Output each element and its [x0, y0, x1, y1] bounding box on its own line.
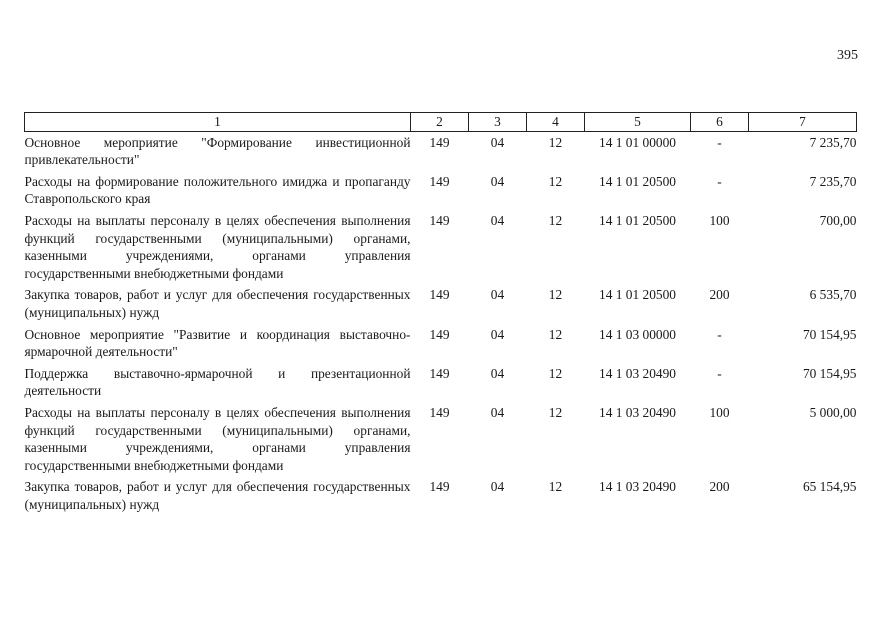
row-code-expense-type: 200: [709, 479, 730, 495]
row-amount: 700,00: [819, 212, 857, 228]
row-code-target: 14 1 03 20490: [599, 404, 676, 420]
row-code-section: 04: [490, 479, 505, 495]
header-col-2: 2: [411, 113, 469, 132]
row-code-expense-type: 200: [709, 287, 730, 303]
table-row: [25, 171, 857, 210]
row-code-section: 04: [490, 134, 505, 150]
row-code-section: 04: [490, 287, 505, 303]
row-code-administrator: 149: [429, 404, 450, 420]
row-description: Поддержка выставочно-ярмарочной и презентационной деятельности: [24, 365, 411, 399]
row-code-target: 14 1 03 20490: [599, 479, 676, 495]
row-code-administrator: 149: [429, 326, 450, 342]
row-description: Основное мероприятие "Формирование инвестиционной привлекательности": [24, 134, 411, 168]
row-code-expense-type: -: [717, 173, 722, 189]
table-row: [25, 476, 857, 515]
row-code-subsection: 12: [548, 479, 563, 495]
table-row: [25, 131, 857, 171]
budget-table: [24, 112, 857, 515]
row-description: Расходы на формирование положительного имиджа и пропаганду Ставропольского края: [24, 173, 411, 207]
row-code-expense-type: 100: [709, 404, 730, 420]
row-amount: 70 154,95: [802, 365, 857, 381]
header-col-3: 3: [469, 113, 527, 132]
row-code-target: 14 1 03 20490: [599, 365, 676, 381]
row-code-subsection: 12: [548, 212, 563, 228]
row-code-subsection: 12: [548, 326, 563, 342]
row-code-section: 04: [490, 173, 505, 189]
row-code-expense-type: -: [717, 134, 722, 150]
row-amount: 7 235,70: [809, 134, 857, 150]
row-code-expense-type: -: [717, 326, 722, 342]
row-code-section: 04: [490, 326, 505, 342]
table-row: [25, 210, 857, 284]
table-row: [25, 324, 857, 363]
row-code-subsection: 12: [548, 365, 563, 381]
row-amount: 6 535,70: [809, 287, 857, 303]
row-code-target: 14 1 01 20500: [599, 287, 676, 303]
row-code-expense-type: 100: [709, 212, 730, 228]
row-code-administrator: 149: [429, 365, 450, 381]
header-col-6: 6: [691, 113, 749, 132]
row-code-subsection: 12: [548, 404, 563, 420]
row-amount: 65 154,95: [802, 479, 857, 495]
row-description: Закупка товаров, работ и услуг для обеспечения государственных (муниципальных) нужд: [24, 287, 411, 320]
row-description: Расходы на выплаты персоналу в целях обеспечения выполнения функций государственными (муниципальными) органами, казенными учреждениями, органами управления государственными внебюджетными фондами: [24, 212, 411, 281]
row-code-target: 14 1 01 00000: [599, 134, 676, 150]
row-code-section: 04: [490, 212, 505, 228]
row-code-section: 04: [490, 404, 505, 420]
row-amount: 70 154,95: [802, 326, 857, 342]
table-row: [25, 402, 857, 476]
row-code-section: 04: [490, 365, 505, 381]
row-description: Закупка товаров, работ и услуг для обеспечения государственных (муниципальных) нужд: [24, 479, 411, 512]
row-code-subsection: 12: [548, 287, 563, 303]
row-code-target: 14 1 03 00000: [599, 326, 676, 342]
header-col-5: 5: [585, 113, 691, 132]
row-description: Расходы на выплаты персоналу в целях обеспечения выполнения функций государственными (муниципальными) органами, казенными учреждениями, органами управления государственными внебюджетными фондами: [24, 404, 411, 473]
row-code-target: 14 1 01 20500: [599, 173, 676, 189]
row-code-subsection: 12: [548, 173, 563, 189]
page-number: 395: [837, 48, 858, 63]
row-code-administrator: 149: [429, 134, 450, 150]
row-code-target: 14 1 01 20500: [599, 212, 676, 228]
table-row: [25, 284, 857, 323]
row-amount: 7 235,70: [809, 173, 857, 189]
header-row: [25, 113, 857, 132]
header-col-4: 4: [527, 113, 585, 132]
row-code-administrator: 149: [429, 479, 450, 495]
row-code-subsection: 12: [548, 134, 563, 150]
header-col-7: 7: [749, 113, 857, 132]
row-code-expense-type: -: [717, 365, 722, 381]
header-col-1: 1: [25, 113, 411, 132]
row-code-administrator: 149: [429, 173, 450, 189]
row-amount: 5 000,00: [809, 404, 857, 420]
row-code-administrator: 149: [429, 212, 450, 228]
row-description: Основное мероприятие "Развитие и координация выставочно-ярмарочной деятельности": [24, 326, 411, 360]
table-row: [25, 363, 857, 402]
row-code-administrator: 149: [429, 287, 450, 303]
